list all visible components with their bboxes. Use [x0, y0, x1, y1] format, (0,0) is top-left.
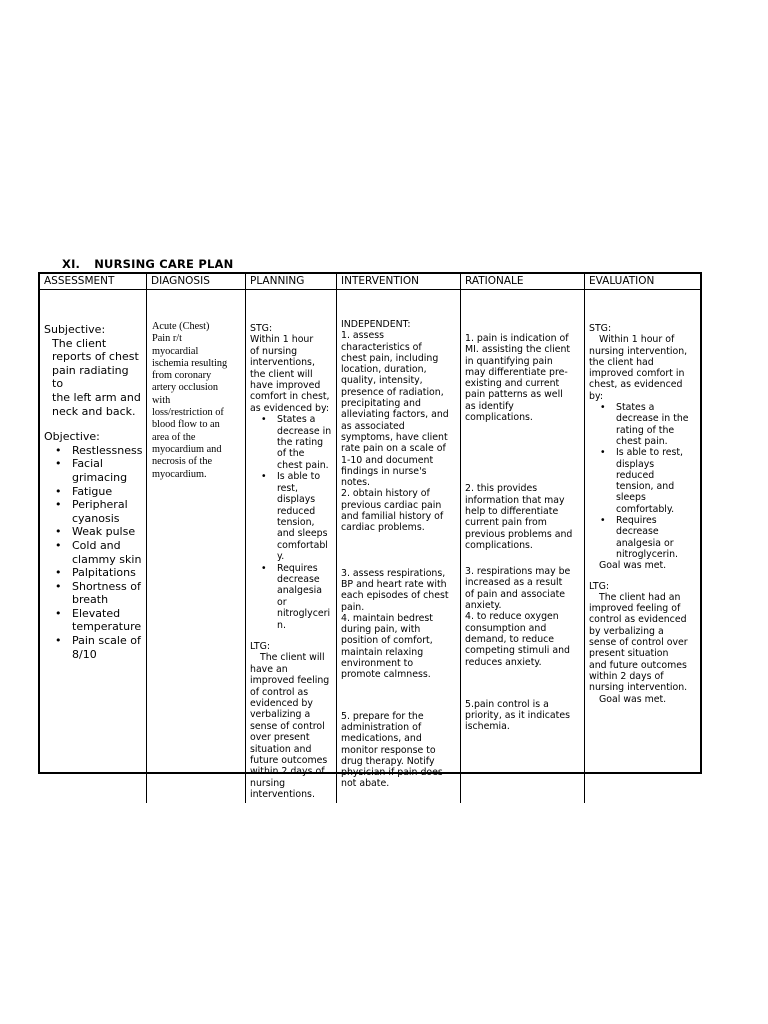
- text-line: notes.: [341, 477, 370, 489]
- list-item: [72, 634, 143, 661]
- text-line: The client had an: [599, 591, 681, 603]
- header-diagnosis: DIAGNOSIS: [147, 274, 246, 290]
- list-item-line: tension, and: [616, 481, 675, 493]
- text-line: improved feeling: [250, 675, 330, 687]
- header-planning: PLANNING: [246, 274, 337, 290]
- evaluation-ltg-text: [589, 592, 697, 694]
- text-line: demand, to reduce: [465, 633, 555, 645]
- list-item: [616, 515, 697, 560]
- text-line: ischemia.: [465, 721, 510, 733]
- text-line: previous problems and: [465, 528, 573, 540]
- rationale-item-3: [465, 566, 581, 611]
- text-line: interventions,: [250, 357, 315, 369]
- text-line: neck and back.: [52, 404, 136, 418]
- list-item-line: • Cold and: [72, 538, 121, 552]
- text-line: chest, as evidenced: [589, 379, 683, 391]
- list-item: [72, 498, 143, 525]
- list-item-line: • Requires: [616, 515, 657, 527]
- text-line: of control as: [250, 686, 309, 698]
- list-item-line: • States a: [616, 402, 655, 414]
- header-evaluation: EVALUATION: [585, 274, 700, 290]
- planning-ltg-label: LTG:: [250, 640, 271, 652]
- text-line: 1. assess: [341, 330, 384, 342]
- text-line: priority, as it indicates: [465, 710, 570, 722]
- list-item-line: nitroglyceri: [277, 608, 331, 620]
- text-line: physician if pain does: [341, 767, 443, 779]
- list-item-line: reduced: [277, 505, 316, 517]
- list-item-line: comfortably.: [616, 503, 675, 515]
- text-line: rate pain on a scale of: [341, 443, 446, 455]
- text-line: as evidenced by:: [250, 402, 330, 414]
- intervention-item-4: [341, 613, 457, 681]
- list-item: [277, 563, 333, 631]
- list-item-line: • Facial: [72, 457, 103, 471]
- text-line: information that may: [465, 494, 565, 506]
- list-item-line: displays: [616, 458, 655, 470]
- list-item: [72, 566, 143, 580]
- text-line: in quantifying pain: [465, 355, 553, 367]
- text-line: maintain relaxing: [341, 646, 424, 658]
- text-line: medications, and: [341, 733, 422, 745]
- text-line: evidenced by: [250, 698, 313, 709]
- text-line: present situation: [589, 648, 669, 660]
- list-item-line: analgesia or: [616, 537, 674, 549]
- list-item-line: chest pain.: [277, 459, 329, 471]
- list-item-line: cyanosis: [72, 511, 120, 525]
- evaluation-stg-intro: [589, 334, 697, 402]
- text-line: and future outcomes: [589, 659, 687, 671]
- list-item-line: breath: [72, 593, 109, 607]
- text-line: precipitating and: [341, 398, 421, 410]
- list-item-line: comfortabl: [277, 539, 328, 551]
- list-item: [72, 525, 143, 539]
- text-line: within 2 days of: [250, 766, 325, 778]
- text-line: artery occlusion: [152, 382, 219, 394]
- text-line: Within 1 hour of: [599, 334, 675, 346]
- list-item-line: analgesia: [277, 585, 322, 597]
- text-line: anxiety.: [465, 600, 502, 612]
- text-line: presence of radiation,: [341, 386, 444, 398]
- section-title: NURSING CARE PLAN: [94, 257, 234, 271]
- list-item-line: sleeps: [616, 492, 646, 504]
- list-item: [72, 607, 143, 634]
- text-line: nursing intervention.: [589, 682, 688, 694]
- text-line: 2. obtain history of: [341, 488, 430, 500]
- list-item-line: • Weak pulse: [72, 525, 136, 539]
- list-item-line: chest pain.: [616, 435, 668, 447]
- text-line: reports of chest: [52, 350, 139, 364]
- evaluation-ltg-goal: Goal was met.: [599, 693, 667, 705]
- text-line: necrosis of the: [152, 456, 213, 468]
- text-line: with: [152, 394, 171, 406]
- text-line: chest pain, including: [341, 352, 439, 364]
- text-line: 3. respirations may be: [465, 566, 571, 578]
- text-line: quality, intensity,: [341, 375, 423, 387]
- planning-stg-intro: [250, 334, 333, 414]
- list-item-line: decrease: [616, 526, 659, 538]
- text-line: Within 1 hour: [250, 334, 314, 346]
- diagnosis-cell: [147, 290, 246, 803]
- text-line: within 2 days of: [589, 670, 664, 682]
- list-item-line: displays: [277, 494, 316, 506]
- text-line: may differentiate pre-: [465, 366, 568, 378]
- text-line: have an: [250, 663, 288, 675]
- text-line: and familial history of: [341, 511, 444, 523]
- list-item-line: • Restlessness: [72, 443, 143, 457]
- intervention-item-2: [341, 488, 457, 533]
- intervention-item-1: [341, 330, 457, 488]
- list-item: [72, 444, 143, 458]
- text-line: have improved: [250, 380, 321, 392]
- text-line: by:: [589, 390, 603, 402]
- list-item-line: nitroglycerin.: [616, 548, 679, 560]
- text-line: situation and: [250, 743, 312, 755]
- text-line: Acute (Chest): [152, 321, 210, 332]
- text-line: The client will: [260, 652, 325, 664]
- text-line: verbalizing a: [250, 709, 311, 721]
- list-item-line: of the: [277, 448, 305, 460]
- list-item-line: and sleeps: [277, 528, 328, 540]
- text-line: help to differentiate: [465, 505, 559, 517]
- list-item-line: the rating: [277, 437, 324, 449]
- list-item-line: reduced: [616, 469, 655, 481]
- text-line: monitor response to: [341, 744, 436, 756]
- text-line: ischemia resulting: [152, 357, 228, 369]
- list-item-line: decrease in: [277, 425, 332, 437]
- text-line: 4. maintain bedrest: [341, 612, 433, 624]
- header-intervention: INTERVENTION: [337, 274, 461, 290]
- text-line: increased as a result: [465, 577, 563, 589]
- text-line: 4. to reduce oxygen: [465, 611, 559, 623]
- text-line: 2. this provides: [465, 483, 538, 495]
- text-line: location, duration,: [341, 364, 427, 376]
- text-line: administration of: [341, 721, 422, 733]
- list-item-line: decrease: [277, 573, 320, 585]
- text-line: existing and current: [465, 378, 560, 390]
- text-line: over present: [250, 732, 310, 744]
- list-item: [616, 402, 697, 447]
- list-item-line: • Fatigue: [72, 484, 113, 498]
- text-line: comfort in chest,: [250, 391, 330, 403]
- text-line: previous cardiac pain: [341, 499, 442, 511]
- text-line: myocardium and: [152, 443, 222, 455]
- section-number: XI.: [62, 257, 81, 271]
- list-item-line: n.: [277, 619, 286, 631]
- text-line: pain patterns as well: [465, 389, 563, 401]
- evaluation-stg-goal: Goal was met.: [599, 560, 667, 572]
- text-line: future outcomes: [250, 755, 328, 767]
- list-item-line: tension,: [277, 516, 315, 528]
- evaluation-cell: [585, 290, 700, 803]
- intervention-label: INDEPENDENT:: [341, 319, 411, 330]
- text-line: MI. assisting the client: [465, 344, 571, 356]
- rationale-item-2: [465, 483, 581, 551]
- diagnosis-text: [152, 321, 242, 481]
- text-line: current pain from: [465, 517, 547, 529]
- text-line: 1. pain is indication of: [465, 333, 569, 344]
- evaluation-stg-list: [589, 402, 697, 560]
- list-item-line: • Pain scale of: [72, 634, 141, 648]
- document-title: [62, 257, 233, 271]
- intervention-item-3: [341, 568, 457, 613]
- text-line: symptoms, have client: [341, 431, 448, 443]
- list-item-line: 8/10: [72, 647, 97, 661]
- list-item-line: clammy skin: [72, 552, 142, 566]
- list-item-line: • Is able to: [277, 471, 321, 483]
- text-line: pain radiating to: [52, 363, 129, 391]
- text-line: characteristics of: [341, 341, 422, 353]
- text-line: complications.: [465, 539, 533, 551]
- text-line: control as evidenced: [589, 614, 687, 626]
- list-item: [72, 539, 143, 566]
- text-line: 3. assess respirations,: [341, 567, 446, 579]
- text-line: 5. prepare for the: [341, 710, 424, 722]
- header-assessment: ASSESSMENT: [40, 274, 147, 290]
- text-line: environment to: [341, 658, 414, 670]
- text-line: 1-10 and document: [341, 454, 434, 466]
- header-rationale: RATIONALE: [461, 274, 585, 290]
- subjective-text: [52, 337, 143, 419]
- list-item: [72, 580, 143, 607]
- evaluation-stg-label: STG:: [589, 323, 612, 334]
- text-line: reduces anxiety.: [465, 656, 542, 668]
- objective-label: Objective:: [44, 430, 100, 444]
- text-line: myocardial: [152, 345, 199, 357]
- text-line: sense of control: [250, 720, 325, 732]
- text-line: the client had: [589, 356, 654, 368]
- rationale-item-1: [465, 333, 581, 423]
- text-line: not abate.: [341, 778, 390, 790]
- list-item-line: decrease in the: [616, 413, 689, 425]
- text-line: pain.: [341, 601, 365, 613]
- rationale-item-4: [465, 611, 581, 667]
- list-item-line: • Shortness of: [72, 579, 141, 593]
- list-item-line: rest,: [277, 482, 298, 494]
- text-line: of pain and associate: [465, 588, 566, 600]
- text-line: the left arm and: [52, 390, 141, 404]
- text-line: cardiac problems.: [341, 522, 425, 534]
- text-line: improved comfort in: [589, 368, 685, 380]
- list-item: [616, 447, 697, 515]
- text-line: nursing intervention,: [589, 345, 688, 357]
- text-line: myocardium.: [152, 468, 207, 480]
- list-item-line: or: [277, 596, 287, 608]
- planning-cell: [246, 290, 337, 803]
- intervention-item-5: [341, 711, 457, 790]
- intervention-cell: [337, 290, 461, 803]
- text-line: interventions.: [250, 789, 315, 801]
- list-item-line: • Requires: [277, 562, 318, 574]
- nursing-care-plan-table: [38, 272, 702, 801]
- text-line: drug therapy. Notify: [341, 755, 435, 767]
- text-line: by verbalizing a: [589, 625, 664, 637]
- evaluation-ltg-label: LTG:: [589, 580, 610, 592]
- text-line: alleviating factors, and: [341, 409, 449, 421]
- text-line: blood flow to an: [152, 419, 220, 431]
- text-line: position of comfort,: [341, 635, 433, 647]
- list-item-line: grimacing: [72, 470, 128, 484]
- list-item-line: temperature: [72, 620, 142, 634]
- list-item-line: • Is able to rest,: [616, 447, 684, 459]
- text-line: consumption and: [465, 622, 547, 634]
- text-line: complications.: [465, 412, 533, 424]
- text-line: loss/restriction of: [152, 407, 224, 419]
- text-line: improved feeling of: [589, 603, 681, 615]
- text-line: 5.pain control is a: [465, 698, 549, 710]
- objective-list: [44, 444, 143, 662]
- list-item-line: • Peripheral: [72, 498, 128, 512]
- text-line: The client: [52, 336, 107, 350]
- text-line: promote calmness.: [341, 669, 431, 681]
- text-line: BP and heart rate with: [341, 578, 447, 590]
- list-item: [277, 414, 333, 471]
- text-line: findings in nurse's: [341, 465, 427, 477]
- assessment-cell: [40, 290, 147, 803]
- planning-stg-list: [250, 414, 333, 631]
- list-item-line: • Elevated: [72, 606, 121, 620]
- text-line: during pain, with: [341, 624, 421, 636]
- text-line: as identify: [465, 400, 514, 412]
- planning-ltg-text: [250, 652, 333, 800]
- list-item-line: • Palpitations: [72, 566, 136, 580]
- text-line: sense of control over: [589, 637, 688, 649]
- text-line: the client will: [250, 368, 313, 380]
- list-item-line: • States a: [277, 414, 316, 426]
- text-line: from coronary: [152, 370, 212, 382]
- text-line: nursing: [250, 777, 286, 789]
- text-line: competing stimuli and: [465, 645, 570, 657]
- rationale-cell: [461, 290, 585, 803]
- list-item: [72, 457, 143, 484]
- subjective-label: Subjective:: [44, 323, 106, 336]
- rationale-item-5: [465, 699, 581, 733]
- text-line: of nursing: [250, 345, 298, 357]
- text-line: Pain r/t: [152, 333, 183, 345]
- text-line: each episodes of chest: [341, 590, 449, 602]
- text-line: as associated: [341, 420, 405, 432]
- list-item: [72, 485, 143, 499]
- list-item: [277, 471, 333, 562]
- list-item-line: y.: [277, 551, 285, 563]
- text-line: area of the: [152, 431, 196, 443]
- list-item-line: rating of the: [616, 424, 675, 436]
- planning-stg-label: STG:: [250, 323, 273, 334]
